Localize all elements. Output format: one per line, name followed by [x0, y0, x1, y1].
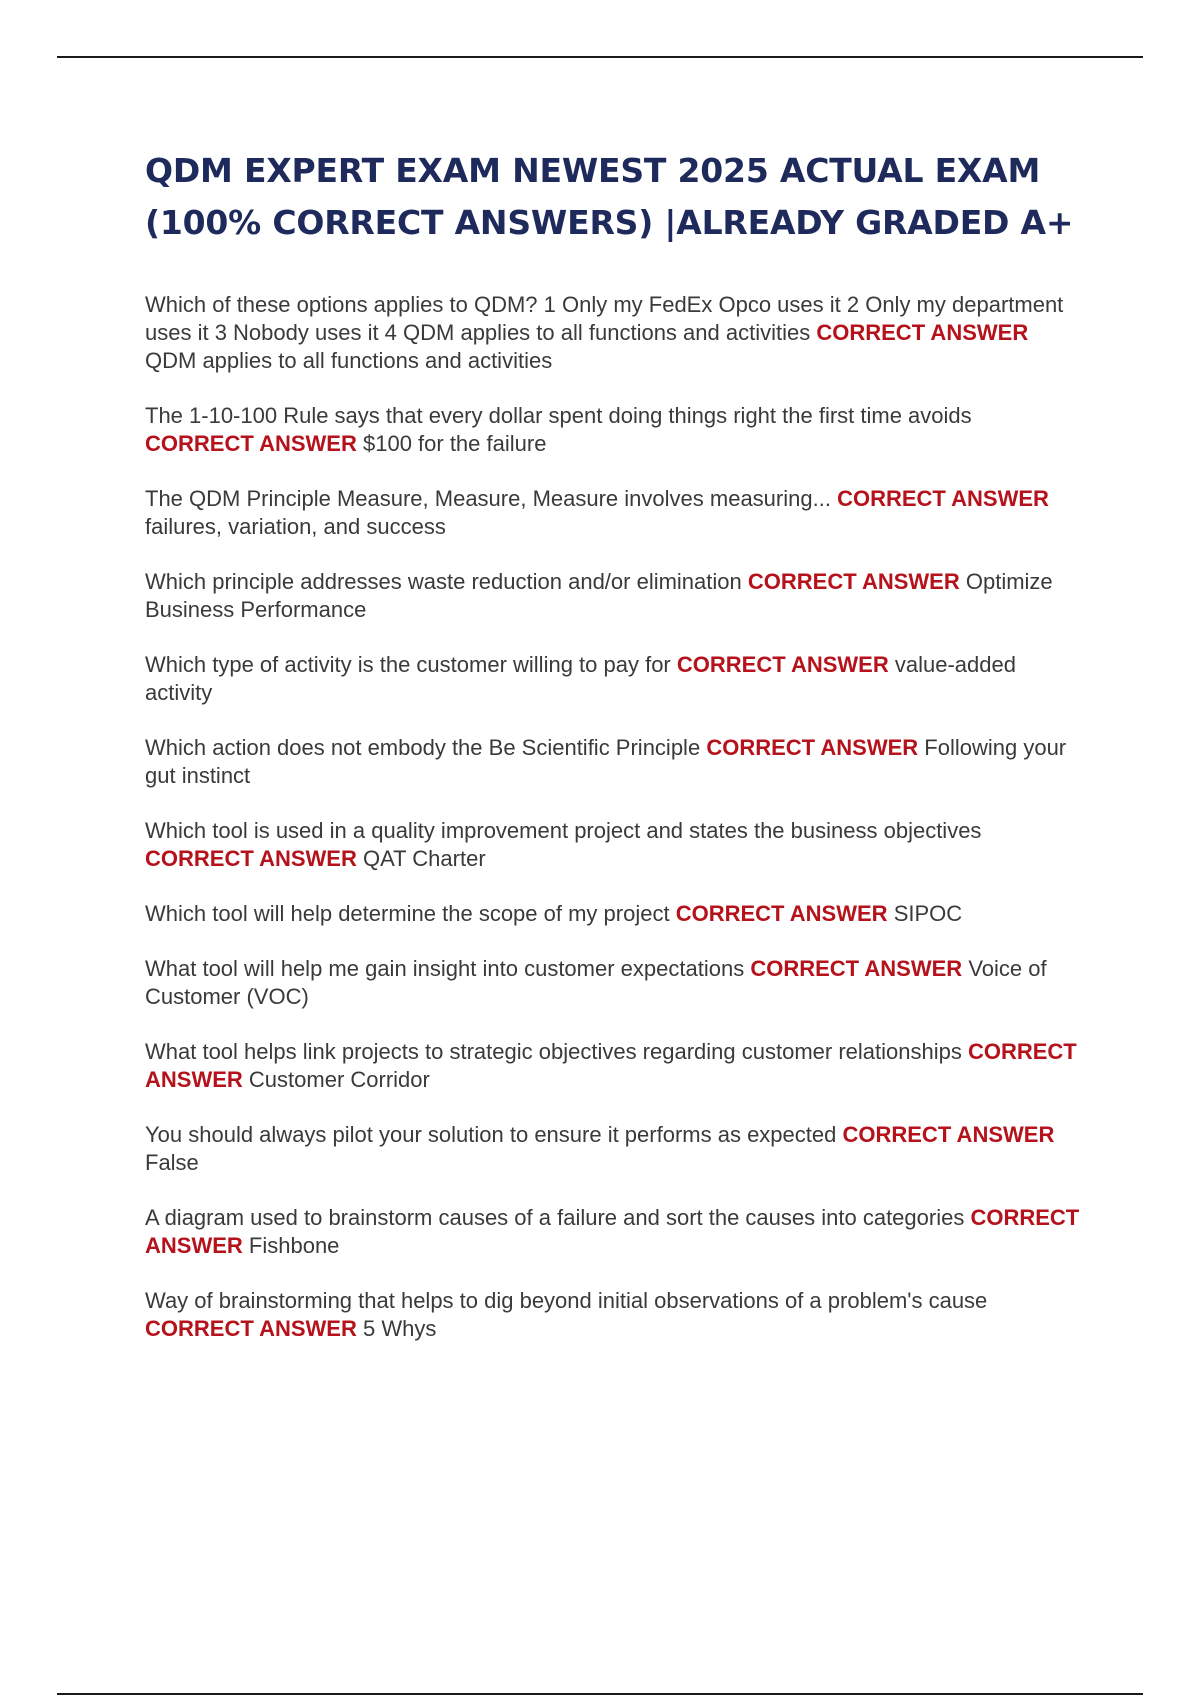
answer-text: QDM applies to all functions and activities — [145, 348, 553, 373]
question-text: The 1-10-100 Rule says that every dollar spent doing things right the first time avoids — [145, 403, 972, 428]
question-text: Which tool is used in a quality improvement project and states the business objectives — [145, 818, 982, 843]
correct-answer-label: CORRECT ANSWER — [145, 1039, 1077, 1092]
question-list — [145, 291, 1085, 1370]
qa-item — [145, 1204, 1085, 1260]
question-text: Which principle addresses waste reduction and/or elimination — [145, 569, 742, 594]
answer-text: value-added activity — [145, 652, 1016, 705]
qa-item — [145, 1287, 1085, 1343]
qa-item — [145, 1121, 1085, 1177]
qa-item — [145, 900, 1085, 928]
correct-answer-label: CORRECT ANSWER — [675, 901, 888, 926]
correct-answer-label: CORRECT ANSWER — [706, 735, 919, 760]
correct-answer-label: CORRECT ANSWER — [145, 1205, 1080, 1258]
question-text: The QDM Principle Measure, Measure, Measure involves measuring... — [145, 486, 831, 511]
correct-answer-label: CORRECT ANSWER — [842, 1122, 1055, 1147]
answer-text: QAT Charter — [362, 846, 486, 871]
qa-item — [145, 402, 1085, 458]
correct-answer-label: CORRECT ANSWER — [145, 846, 357, 871]
qa-item — [145, 568, 1085, 624]
correct-answer-label: CORRECT ANSWER — [676, 652, 889, 677]
question-text: Which of these options applies to QDM? 1 Only my FedEx Opco uses it 2 Only my department uses it 3 Nobody uses it 4 QDM applies to all functions and activities — [145, 292, 1064, 345]
answer-text: 5 Whys — [362, 1316, 437, 1341]
correct-answer-label: CORRECT ANSWER — [816, 320, 1029, 345]
question-text: A diagram used to brainstorm causes of a failure and sort the causes into categories — [145, 1205, 965, 1230]
answer-text: Voice of Customer (VOC) — [145, 956, 1047, 1009]
answer-text: Following your gut instinct — [145, 735, 1067, 788]
qa-item — [145, 1038, 1085, 1094]
answer-text: Fishbone — [248, 1233, 340, 1258]
question-text: Which type of activity is the customer willing to pay for — [145, 652, 671, 677]
qa-item — [145, 817, 1085, 873]
qa-item — [145, 485, 1085, 541]
qa-item — [145, 734, 1085, 790]
answer-text: SIPOC — [893, 901, 963, 926]
answer-text: Customer Corridor — [248, 1067, 430, 1092]
question-text: You should always pilot your solution to ensure it performs as expected — [145, 1122, 837, 1147]
correct-answer-label: CORRECT ANSWER — [145, 431, 357, 456]
correct-answer-label: CORRECT ANSWER — [747, 569, 960, 594]
answer-text: failures, variation, and success — [145, 514, 446, 539]
question-text: What tool helps link projects to strategic objectives regarding customer relationships — [145, 1039, 962, 1064]
answer-text: Optimize Business Performance — [145, 569, 1053, 622]
footer-divider — [57, 1693, 1143, 1695]
question-text: What tool will help me gain insight into customer expectations — [145, 956, 745, 981]
correct-answer-label: CORRECT ANSWER — [145, 1316, 357, 1341]
qa-item — [145, 651, 1085, 707]
question-text: Which tool will help determine the scope of my project — [145, 901, 670, 926]
page-title: QDM EXPERT EXAM NEWEST 2025 ACTUAL EXAM (100% CORRECT ANSWERS) |ALREADY GRADED A+ — [145, 151, 1074, 242]
question-text: Which action does not embody the Be Scientific Principle — [145, 735, 701, 760]
correct-answer-label: CORRECT ANSWER — [750, 956, 963, 981]
qa-item — [145, 291, 1085, 375]
correct-answer-label: CORRECT ANSWER — [837, 486, 1049, 511]
header-divider — [57, 56, 1143, 58]
answer-text: False — [145, 1150, 199, 1175]
qa-item — [145, 955, 1085, 1011]
answer-text: $100 for the failure — [362, 431, 547, 456]
question-text: Way of brainstorming that helps to dig beyond initial observations of a problem's cause — [145, 1288, 988, 1313]
